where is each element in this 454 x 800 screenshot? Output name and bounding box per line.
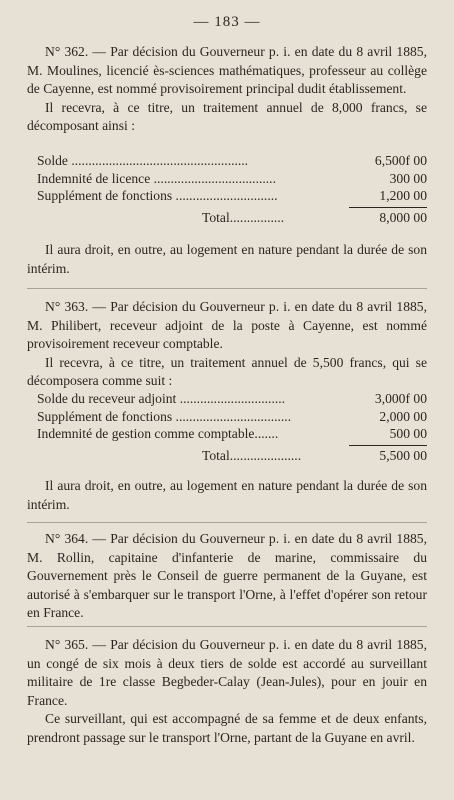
decision-365 [27,636,427,747]
salary-label: Solde du receveur adjoint ............................... [37,391,286,406]
total-row [27,447,427,465]
salary-row [27,187,427,205]
salary-amount: 300 00 [389,170,427,186]
decision-363 [27,298,427,391]
decision-followup: Ce surveillant, qui est accompagné de sa femme et de deux enfants, prendront passage sur le transport l'Orne, partant de la Guyane en avril. [27,711,427,745]
decision-closing: Il aura droit, en outre, au logement en nature pendant la durée de son intérim. [27,478,427,512]
decision-closing: Il aura droit, en outre, au logement en nature pendant la durée de son intérim. [27,242,427,276]
decision-intro: N° 362. — Par décision du Gouverneur p. i. en date du 8 avril 1885, M. Moulines, licencié ès-sciences mathématiques, professeur au collège de Cayenne, est nommé provisoirement principal dudit établissement. [27,44,427,96]
section-divider [27,626,427,627]
salary-label: Supplément de fonctions .............................. [37,188,278,203]
section-divider [27,522,427,523]
salary-row [27,152,427,170]
total-amount: 8,000 00 [379,209,427,225]
decision-362 [27,43,427,136]
salary-table-363 [27,390,427,464]
salary-amount: 6,500f 00 [374,153,427,168]
section-divider [27,288,427,289]
total-label: Total................ [202,209,285,225]
salary-lead: Il recevra, à ce titre, un traitement annuel de 8,000 francs, se décomposant ainsi : [27,99,427,133]
salary-label: Solde .................................................... [37,153,249,168]
decision-364 [27,530,427,623]
decision-text: N° 364. — Par décision du Gouverneur p. i. en date du 8 avril 1885, M. Rollin, capitaine d'infanterie de marine, commissaire du Gouvernement près le Conseil de guerre permanent de la Guyane, est autorisé à s'embarquer sur le transport l'Orne, à l'effet d'opérer son retour en France. [27,531,427,620]
decision-text: N° 365. — Par décision du Gouverneur p. i. en date du 8 avril 1885, un congé de six mois à deux tiers de solde est accordé au surveillant militaire de 1re classe Begbeder-Calay (Jean-Jules), pour en jouir en France. [27,637,427,708]
decision-363-closing [27,477,427,514]
salary-row [27,390,427,408]
decision-intro: N° 363. — Par décision du Gouverneur p. i. en date du 8 avril 1885, M. Philibert, receveur adjoint de la poste à Cayenne, est nommé provisoirement receveur comptable. [27,299,427,351]
salary-lead: Il recevra, à ce titre, un traitement annuel de 5,500 francs, qui se décomposera comme suit : [27,354,427,388]
total-amount: 5,500 00 [379,447,427,463]
salary-amount: 2,000 00 [379,408,427,424]
salary-label: Supplément de fonctions .................................. [37,408,292,424]
total-row [27,209,427,227]
salary-row [27,425,427,443]
decision-362-closing [27,241,427,278]
salary-label: Indemnité de licence .................................... [37,170,276,186]
total-label: Total..................... [202,447,302,463]
salary-row [27,170,427,188]
salary-amount: 1,200 00 [379,188,427,203]
salary-amount: 500 00 [389,426,427,441]
page-number: — 183 — [193,14,261,30]
salary-table-362 [27,152,427,226]
salary-amount: 3,000f 00 [374,391,427,406]
salary-row [27,408,427,426]
salary-label: Indemnité de gestion comme comptable....... [37,426,279,441]
